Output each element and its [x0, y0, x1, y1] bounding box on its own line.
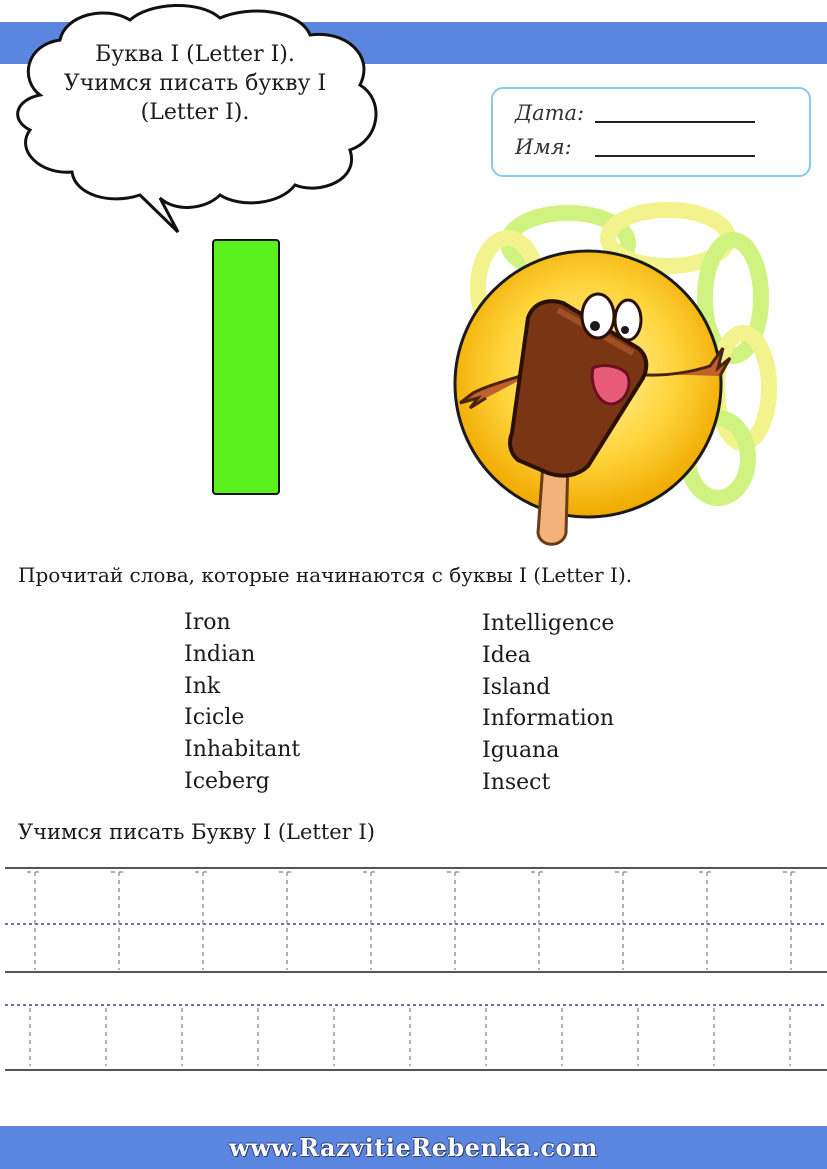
- name-line[interactable]: [595, 155, 755, 157]
- word: Inhabitant: [184, 737, 301, 763]
- date-label: Дата:: [515, 101, 585, 125]
- cloud-title: [60, 40, 330, 127]
- site-url[interactable]: www.RazvitieRebenka.com: [229, 1133, 598, 1162]
- word: Iceberg: [184, 768, 270, 794]
- name-label: Имя:: [515, 135, 572, 159]
- date-line[interactable]: [595, 121, 755, 123]
- date-row: [515, 101, 584, 125]
- word: Intelligence: [482, 611, 615, 636]
- title-line-1: Буква I (Letter I).: [95, 42, 295, 67]
- name-row: [515, 135, 572, 159]
- word: Island: [482, 674, 551, 700]
- word: Icicle: [184, 705, 245, 731]
- word: Ink: [184, 673, 221, 699]
- title-line-2: Учимся писать букву I: [63, 71, 327, 96]
- handwriting-practice-lines[interactable]: [0, 860, 827, 1080]
- title-line-3: (Letter I).: [140, 100, 250, 125]
- word-list-left: [184, 607, 300, 798]
- word: Information: [482, 706, 615, 732]
- word: Iron: [184, 610, 231, 635]
- big-letter-i: [212, 239, 280, 495]
- word: Iguana: [482, 738, 560, 764]
- word: Insect: [482, 769, 551, 795]
- reading-instruction: Прочитай слова, которые начинаются с буквы I (Letter I).: [18, 563, 633, 587]
- name-date-box: [491, 87, 811, 177]
- word-list-right: [482, 608, 614, 799]
- ice-cream-illustration: [448, 198, 778, 550]
- word: Indian: [184, 641, 256, 667]
- writing-title: Учимся писать Букву I (Letter I): [18, 820, 375, 844]
- word: Idea: [482, 642, 531, 668]
